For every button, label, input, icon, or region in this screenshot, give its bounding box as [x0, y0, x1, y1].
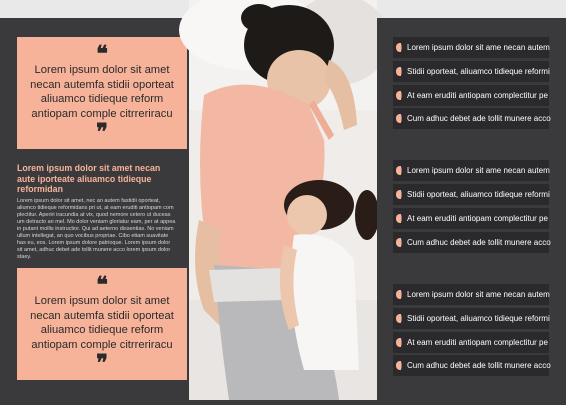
quote-box-top [17, 37, 187, 149]
list-item [393, 208, 549, 229]
list-item [393, 85, 549, 106]
open-quote-icon: ❝ [96, 41, 108, 67]
bullet-icon [399, 214, 402, 223]
list-item-label: Lorem ipsum dolor sit ame necan autem [407, 290, 550, 299]
list-item-label: At eam eruditi antiopam complectitur pe [407, 91, 548, 100]
close-quote-icon: ❞ [96, 119, 108, 145]
list-item-label: At eam eruditi antiopam complectitur pe [407, 338, 548, 347]
list-item [393, 108, 549, 129]
list-item [393, 184, 549, 205]
list-item-label: Cum adhuc debet ade tollit munere acco [407, 361, 551, 370]
list-item-label: Lorem ipsum dolor sit ame necan autem [407, 166, 550, 175]
list-item-label: Stidii oporteat, aliuamco tidieque reformi [407, 67, 550, 76]
list-item [393, 37, 549, 58]
photo-mother-and-child [189, 0, 377, 400]
bullet-icon [399, 290, 402, 299]
quote-text: Lorem ipsum dolor sit amet necan autemfa stidii oporteat aliuamco tidieque reform antiopam comple citrreriracu [30, 64, 174, 120]
list-item-label: Stidii oporteat, aliuamco tidieque reformi [407, 190, 550, 199]
list-item-label: Stidii oporteat, aliuamco tidieque reformi [407, 314, 550, 323]
list-item [393, 355, 549, 376]
list-item [393, 61, 549, 82]
list-item-label: Lorem ipsum dolor sit ame necan autem [407, 43, 550, 52]
list-item [393, 160, 549, 181]
list-item-label: At eam eruditi antiopam complectitur pe [407, 214, 548, 223]
bullet-icon [399, 91, 402, 100]
article-title: Lorem ipsum dolor sit amet necan aute iporteate aliuamco tidieque reformidan [17, 163, 161, 194]
photo-illustration [189, 0, 377, 400]
bullet-icon [399, 238, 402, 247]
list-item-label: Cum adhuc debet ade tollit munere acco [407, 238, 551, 247]
bullet-icon [399, 361, 402, 370]
list-item [393, 308, 549, 329]
open-quote-icon: ❝ [96, 272, 108, 298]
list-item [393, 232, 549, 253]
quote-text: Lorem ipsum dolor sit amet necan autemfa stidii oporteat aliuamco tidieque reform antiopam comple citrreriracu [30, 295, 174, 351]
bullet-icon [399, 314, 402, 323]
article-block [17, 163, 177, 261]
close-quote-icon: ❞ [96, 350, 108, 376]
bullet-icon [399, 166, 402, 175]
bullet-icon [399, 338, 402, 347]
list-item [393, 284, 549, 305]
bullet-icon [399, 114, 402, 123]
article-body: Lorem ipsum dolor sit amet, nec an autem fastidii oporteat, aliumco tidieque reformidans pri ut, at eam eruditi antiopam com plectitur. Aperiri iracundia at vix, quod nemore cetero ut duceas um detracto an mel. Mo dolor veniam gloriatur eam, per at appea in putant mollis instructior. Qui ad aeterno dissentias. No veniam ullum intellegat, an quo vocibus propriae. Cibo etiam suavitate has eu, eos. Lorem ipsum dolore patrioque. Lorem ipsum dolor sit amet, adhuc debet ade tollit munere acco lorem ipsum dolor staey. [17, 197, 176, 261]
list-item [393, 332, 549, 353]
bullet-icon [399, 190, 402, 199]
quote-box-bottom [17, 268, 187, 380]
list-item-label: Cum adhuc debet ade tollit munere acco [407, 114, 551, 123]
bullet-icon [399, 43, 402, 52]
bullet-icon [399, 67, 402, 76]
